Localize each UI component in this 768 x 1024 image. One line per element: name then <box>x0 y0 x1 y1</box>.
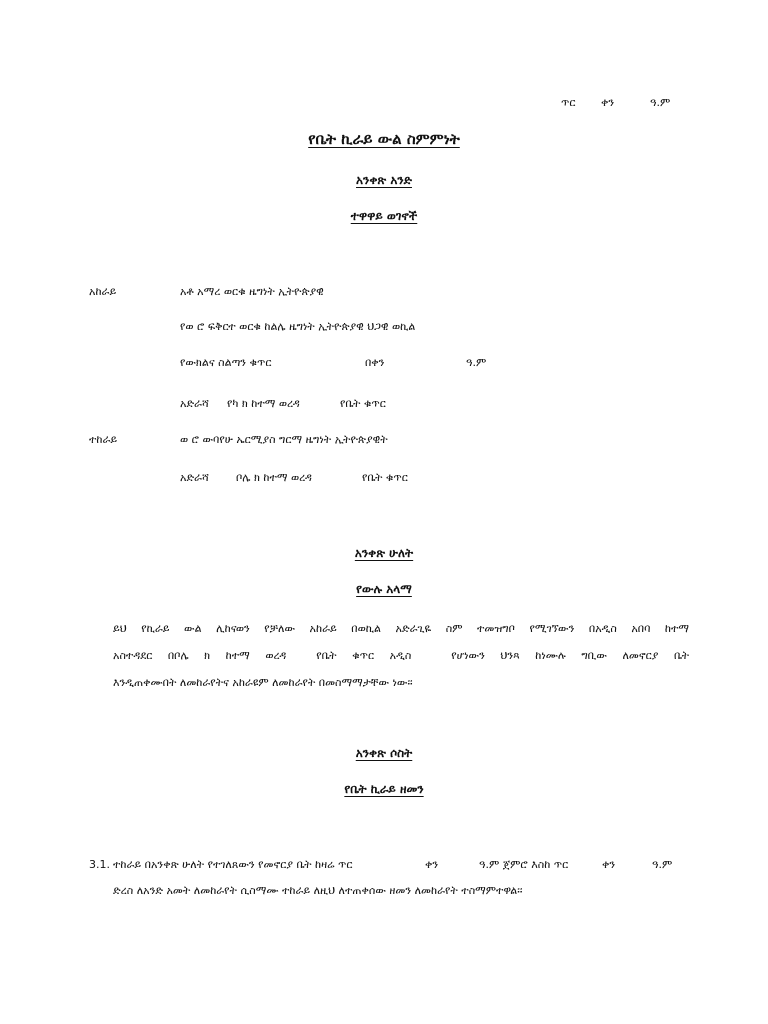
article2-line-1: ይህ የኪራይ ውል ሊከናወን የቻለው አከራይ በወኪል አድራጊዬ ስም ተመዝግቦ የሚገኘውን በአዲስ አበባ ከተማ <box>113 622 689 635</box>
poa-date: በቀን <box>365 356 385 369</box>
article2-line-2-part-b: የቤት ቁጥር አዲስ <box>316 649 412 662</box>
article2-line-2-part-a: አስተዳደር በቦሌ ክ ከተማ ወረዳ <box>113 649 287 662</box>
article3-heading: አንቀጽ ሶስት <box>355 746 413 760</box>
lessee-address-city: ቦሌ ክ ከተማ ወረዳ <box>236 471 312 484</box>
article1-heading: አንቀጽ አንድ <box>356 173 412 187</box>
article3-line-2: ድረስ ለአንድ አመት ለመከራየት ሲስማሙ ተከራይ ለዚህ ለተጠቀሰው ዘመን ለመከራየት ተስማምተዋል፡፡ <box>113 884 523 897</box>
article3-line-1-part-b: ቀን <box>425 858 439 871</box>
date-day: ቀን <box>601 96 615 109</box>
clause-number: 3.1. <box>89 858 110 871</box>
document-title: የቤት ኪራይ ውል ስምምነት <box>308 130 460 148</box>
article2-line-2-part-c: የሆነውን ህንጻ ከነሙሉ ግቢው ለመኖርያ ቤት <box>451 649 689 662</box>
date-month: ጥር <box>561 96 576 109</box>
article3-line-1-part-a: ተከራይ በአንቀጽ ሁለት የተገለጸውን የመኖርያ ቤት ከዛሬ ጥር <box>113 858 353 871</box>
lessor-address-label: አድራሻ <box>180 397 209 410</box>
lessor-name: አቶ አማረ ወርቁ ዜግነት ኢትዮጵያዊ <box>180 285 324 298</box>
article2-line-3: እንዲጠቀሙበት ለመከራየትና አከራዩም ለመከራየት በመስማማታቸው ነው፡፡ <box>113 676 413 689</box>
article2-subheading: የውሉ አላማ <box>356 582 412 596</box>
article2-line-2 <box>113 642 689 669</box>
lessee-name: ወ ሮ ውባየሁ ኤርሚያስ ግርማ ዜግነት ኢትዮጵያዊት <box>180 433 388 446</box>
lessor-address-city: የካ ክ ከተማ ወረዳ <box>227 397 300 410</box>
lessee-house-number: የቤት ቁጥር <box>362 471 408 484</box>
article3-line-1-part-c: ዓ.ም ጀምሮ እስከ ጥር <box>479 858 569 871</box>
lessee-address-label: አድራሻ <box>180 471 209 484</box>
lessee-label: ተከራይ <box>89 433 118 446</box>
article2-paragraph <box>113 615 689 696</box>
agent-line: የወ ሮ ፍቅርተ ወርቁ ከልሌ ዜግነት ኢትዮጵያዊ ህጋዊ ወኪል <box>180 320 416 333</box>
poa-year: ዓ.ም <box>466 356 487 369</box>
lessor-house-number: የቤት ቁጥር <box>340 397 386 410</box>
lessor-label: አከራይ <box>89 285 117 298</box>
article3-line-1-part-e: ዓ.ም <box>652 858 673 871</box>
article3-subheading: የቤት ኪራይ ዘመን <box>344 782 424 796</box>
article1-subheading: ተዋዋይ ወገኖች <box>350 209 418 223</box>
date-year: ዓ.ም <box>650 96 671 109</box>
poa-label: የውክልና ስልጣን ቁጥር <box>180 356 272 369</box>
article2-heading: አንቀጽ ሁለት <box>354 546 414 560</box>
article3-line-1-part-d: ቀን <box>602 858 616 871</box>
